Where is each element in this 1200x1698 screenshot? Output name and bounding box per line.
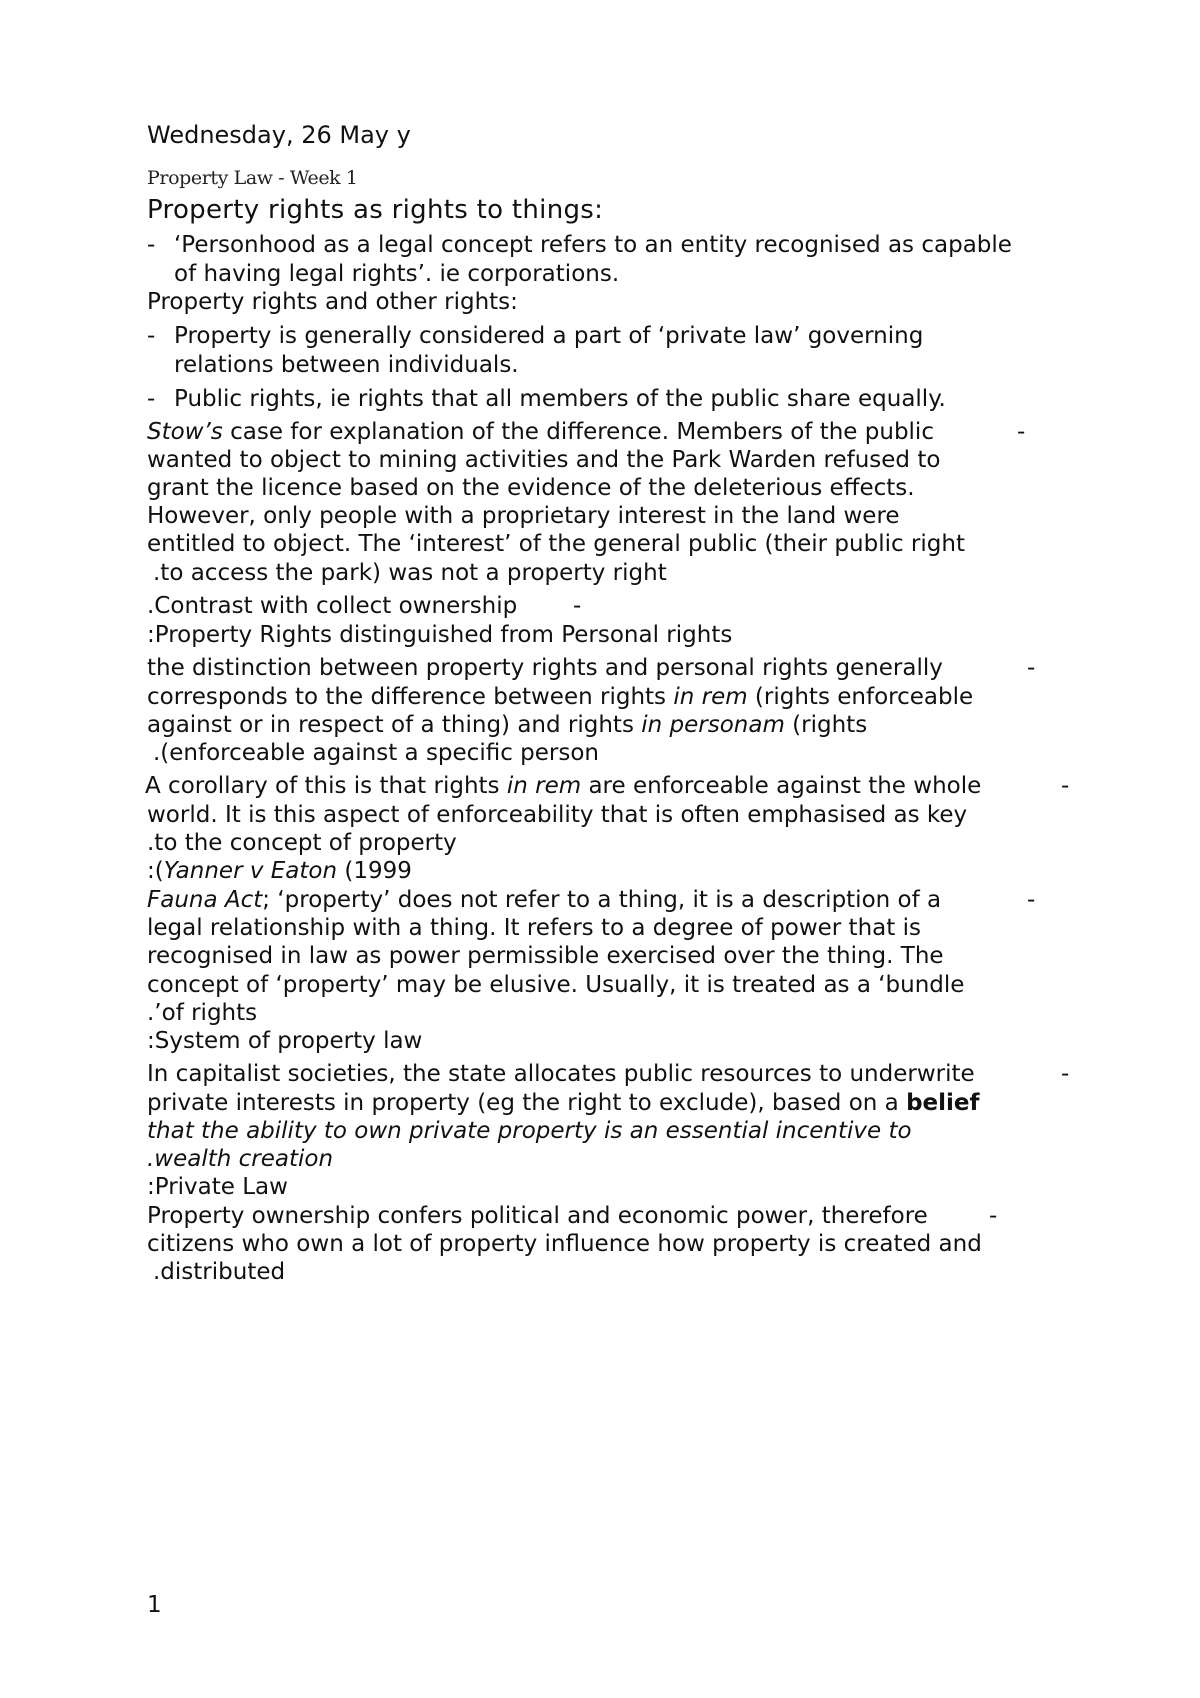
bullet-marker: - — [147, 323, 156, 349]
system-line-4: .wealth creation — [147, 1146, 334, 1172]
bullet-public-rights: Public rights, ie rights that all members of the public share equally. — [174, 386, 946, 412]
stow-paragraph-line-2: wanted to object to mining activities and the Park Warden refused to — [147, 447, 941, 473]
distinction-line-4: .(enforceable against a specific person — [153, 740, 599, 766]
private-law-line-2: citizens who own a lot of property influence how property is created and — [147, 1231, 982, 1257]
distinction-line-3: against or in respect of a thing) and rights in personam (rights — [147, 712, 868, 738]
term-in-rem: in rem — [506, 773, 582, 799]
bullet-marker: - — [1027, 887, 1036, 913]
act-name: Fauna Act — [147, 887, 263, 913]
yanner-line-1: Fauna Act; ‘property’ does not refer to a thing, it is a description of a — [147, 887, 942, 913]
yanner-line-2: legal relationship with a thing. It refers to a degree of power that is — [147, 915, 921, 941]
bullet-marker: - — [147, 386, 156, 412]
case-name-yanner: Yanner v Eaton — [163, 858, 338, 884]
page-number: 1 — [147, 1592, 162, 1618]
section-property-and-other-rights: Property rights and other rights: — [147, 289, 518, 315]
bullet-marker: - — [1061, 773, 1070, 799]
yanner-line-4: concept of ‘property’ may be elusive. Usually, it is treated as a ‘bundle — [147, 972, 965, 998]
main-heading: Property rights as rights to things: — [147, 195, 604, 225]
bold-belief: belief — [906, 1090, 980, 1116]
system-line-2: private interests in property (eg the right to exclude), based on a belief — [147, 1090, 980, 1116]
term-in-rem: in rem — [673, 684, 748, 710]
yanner-line-5: .’of rights — [147, 1000, 258, 1026]
section-property-vs-personal-rights: :Property Rights distinguished from Personal rights — [147, 622, 733, 648]
private-law-line-1: Property ownership confers political and economic power, therefore — [147, 1203, 928, 1229]
system-line-3: that the ability to own private property is an essential incentive to — [147, 1118, 912, 1144]
private-law-line-3: .distributed — [153, 1259, 286, 1285]
stow-paragraph-line-4: However, only people with a proprietary interest in the land were — [147, 503, 900, 529]
stow-paragraph-line-6: .to access the park) was not a property right — [153, 560, 667, 586]
bullet-marker: - — [989, 1203, 998, 1229]
bullet-personhood-line-2: of having legal rights’. ie corporations. — [174, 261, 620, 287]
course-label: Property Law - Week 1 — [147, 167, 358, 189]
bullet-marker: - — [573, 593, 582, 619]
bullet-marker: - — [1061, 1061, 1070, 1087]
bullet-marker: - — [1027, 655, 1036, 681]
stow-paragraph-line-3: grant the licence based on the evidence of the deleterious effects. — [147, 475, 915, 501]
yanner-heading: :(Yanner v Eaton (1999 — [147, 858, 412, 884]
stow-paragraph-line-5: entitled to object. The ‘interest’ of the general public (their public right — [147, 531, 965, 557]
bullet-personhood-line-1: ‘Personhood as a legal concept refers to an entity recognised as capable — [174, 232, 1012, 258]
yanner-line-3: recognised in law as power permissible exercised over the thing. The — [147, 943, 944, 969]
distinction-line-2: corresponds to the difference between rights in rem (rights enforceable — [147, 684, 974, 710]
date-line: Wednesday, 26 May y — [147, 121, 411, 149]
case-name-stow: Stow’s — [147, 419, 223, 445]
section-private-law: :Private Law — [147, 1174, 288, 1200]
corollary-line-3: .to the concept of property — [147, 830, 457, 856]
bullet-private-law-line-2: relations between individuals. — [174, 352, 519, 378]
distinction-line-1: the distinction between property rights and personal rights generally — [147, 655, 943, 681]
section-system-of-property-law: :System of property law — [147, 1028, 423, 1054]
collective-ownership-line: .Contrast with collect ownership — [147, 593, 518, 619]
corollary-line-2: world. It is this aspect of enforceability that is often emphasised as key — [147, 802, 968, 828]
bullet-marker: - — [147, 232, 156, 258]
corollary-line-1: A corollary of this is that rights in rem are enforceable against the whole — [145, 773, 982, 799]
bullet-marker: - — [1017, 419, 1026, 445]
bullet-private-law-line-1: Property is generally considered a part of ‘private law’ governing — [174, 323, 924, 349]
term-in-personam: in personam — [641, 712, 785, 738]
stow-paragraph-line-1: Stow’s case for explanation of the difference. Members of the public — [147, 419, 934, 445]
system-line-1: In capitalist societies, the state allocates public resources to underwrite — [147, 1061, 975, 1087]
